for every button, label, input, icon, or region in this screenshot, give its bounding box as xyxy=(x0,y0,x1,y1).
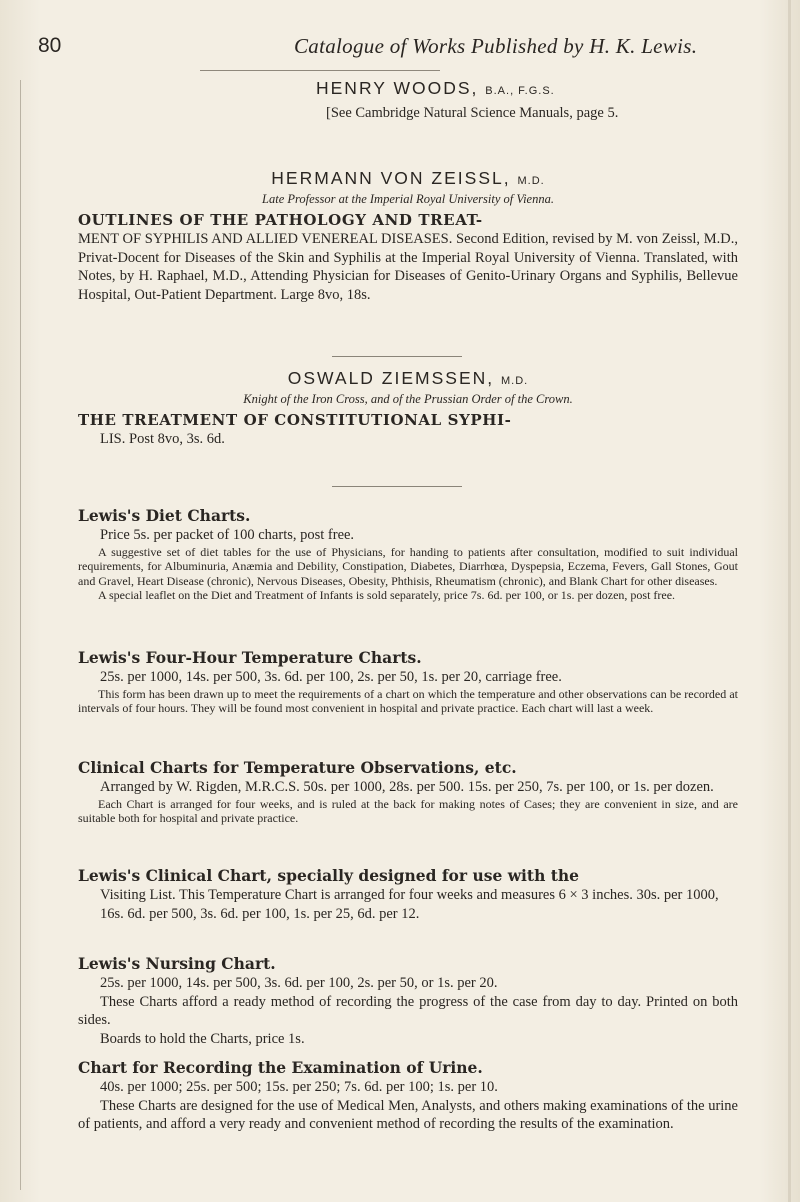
entry-diet-charts xyxy=(78,506,738,603)
chart-heading: Lewis's Four-Hour Temperature Charts. xyxy=(78,648,422,667)
author-name: HERMANN VON ZEISSL, M.D. xyxy=(271,168,545,188)
chart-heading: Chart for Recording the Examination of Urine. xyxy=(78,1058,483,1077)
page-header xyxy=(38,34,758,64)
work-description: LIS. Post 8vo, 3s. 6d. xyxy=(100,431,225,447)
chart-price: 40s. per 1000; 25s. per 500; 15s. per 250; 7s. 6d. per 100; 1s. per 10. xyxy=(100,1079,498,1095)
chart-heading: Lewis's Diet Charts. xyxy=(78,506,251,525)
chart-heading: Lewis's Clinical Chart, specially designed for use with the xyxy=(78,866,580,885)
entry-urine-chart xyxy=(78,1058,738,1134)
chart-description: Each Chart is arranged for four weeks, and is ruled at the back for making notes of Cases; they are convenient in size, and are suitable both for hospital and private practice. xyxy=(78,796,738,825)
entry-visiting-list-chart xyxy=(78,866,738,923)
chart-price: Price 5s. per packet of 100 charts, post free. xyxy=(100,527,355,543)
work-title: OUTLINES OF THE PATHOLOGY AND TREAT- xyxy=(78,211,483,229)
author-affiliation: Knight of the Iron Cross, and of the Prussian Order of the Crown. xyxy=(243,392,573,406)
running-title: Catalogue of Works Published by H. K. Lewis. xyxy=(294,34,698,58)
entry-clinical-charts xyxy=(78,758,738,826)
chart-heading: Clinical Charts for Temperature Observations, etc. xyxy=(78,758,517,777)
author-degrees: B.A., F.G.S. xyxy=(485,85,555,97)
chart-boards-price: Boards to hold the Charts, price 1s. xyxy=(100,1030,305,1047)
chart-description: A suggestive set of diet tables for the use of Physicians, for handing to patients after consultation, modified to suit individual requirements, for Albuminuria, Anæmia and Debility, Constipation, Diabetes, Diarrhœa, Dyspepsia, Eczema, Fevers, Gall Stones, Gout and Gravel, Heart Disease (chronic), Nervous Diseases, Obesity, Phthisis, Rheumatism (chronic), and Blank Chart for other diseases. xyxy=(78,544,738,588)
chart-description: Visiting List. This Temperature Chart is arranged for four weeks and measures 6 × 3 inches. 30s. per 1000, 16s. 6d. per 500, 3s. 6d. per 100, 1s. per 25, 6d. per 12. xyxy=(100,887,719,922)
page-number: 80 xyxy=(38,34,62,57)
author-degrees: M.D. xyxy=(517,175,545,187)
author-affiliation: Late Professor at the Imperial Royal University of Vienna. xyxy=(262,192,554,206)
entry-four-hour-charts xyxy=(78,648,738,716)
chart-price: 25s. per 1000, 14s. per 500, 3s. 6d. per 100, 2s. per 50, or 1s. per 20. xyxy=(100,975,498,991)
entry-nursing-chart xyxy=(78,954,738,1048)
chart-price: Arranged by W. Rigden, M.R.C.S. 50s. per 1000, 28s. per 500. 15s. per 250, 7s. per 100, or 1s. per dozen. xyxy=(100,779,714,795)
author-name: HENRY WOODS, B.A., F.G.S. xyxy=(316,78,555,98)
chart-heading: Lewis's Nursing Chart. xyxy=(78,954,276,973)
left-margin-rule xyxy=(20,80,21,1190)
chart-description: A special leaflet on the Diet and Treatment of Infants is sold separately, price 7s. 6d. per 100, or 1s. per dozen, post free. xyxy=(98,588,676,602)
separator-rule xyxy=(332,356,462,357)
right-page-edge xyxy=(788,0,791,1202)
entry-zeissl xyxy=(78,168,738,304)
entry-henry-woods xyxy=(78,78,738,122)
chart-description: These Charts are designed for the use of Medical Men, Analysts, and others making examinations of the urine of patients, and afford a very ready and convenient method of recording the results of the examination. xyxy=(78,1097,738,1132)
chart-description: These Charts afford a ready method of recording the progress of the case from day to day. Printed on both sides. xyxy=(78,993,738,1028)
author-degrees: M.D. xyxy=(501,375,529,387)
author-name: OSWALD ZIEMSSEN, M.D. xyxy=(287,368,529,388)
work-description: MENT OF SYPHILIS AND ALLIED VENEREAL DISEASES. Second Edition, revised by M. von Zeissl, M.D., Privat-Docent for Diseases of the Skin and Syphilis at the Imperial Royal University of Vienna. Translated, with Notes, by H. Raphael, M.D., Attending Physician for Diseases of Genito-Urinary Organs and Syphilis, Bellevue Hospital, Out-Patient Department. Large 8vo, 18s. xyxy=(78,231,738,303)
chart-price: 25s. per 1000, 14s. per 500, 3s. 6d. per 100, 2s. per 50, 1s. per 20, carriage free. xyxy=(100,669,562,685)
chart-description: This form has been drawn up to meet the requirements of a chart on which the temperature and other observations can be recorded at intervals of four hours. They will be found most convenient in hospital and private practice. Each chart will last a week. xyxy=(78,686,738,715)
separator-rule xyxy=(332,486,462,487)
cross-reference: [See Cambridge Natural Science Manuals, page 5. xyxy=(326,105,619,121)
work-title: THE TREATMENT OF CONSTITUTIONAL SYPHI- xyxy=(78,411,512,429)
header-rule xyxy=(200,70,440,71)
entry-ziemssen xyxy=(78,368,738,449)
